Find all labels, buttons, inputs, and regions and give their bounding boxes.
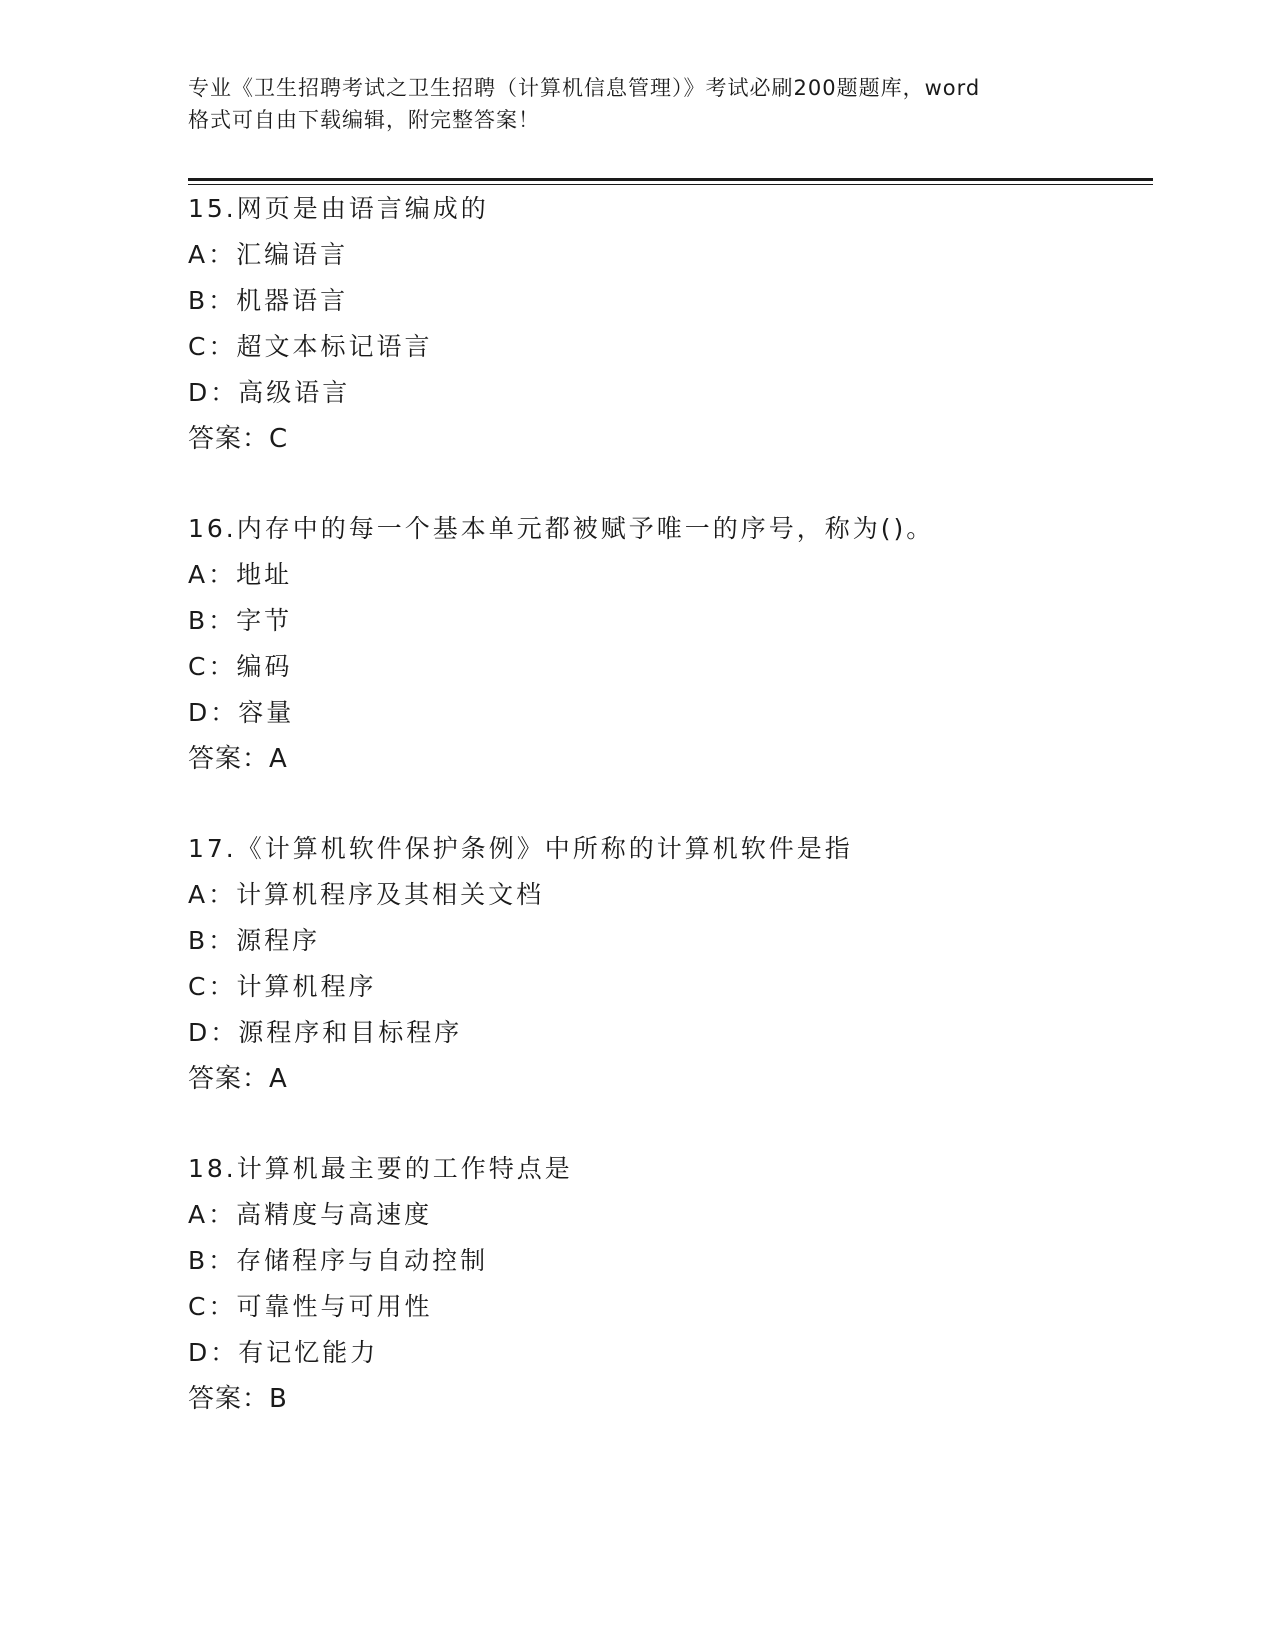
option-a: A：地址 [188, 560, 293, 589]
option-c: C：计算机程序 [188, 972, 377, 1001]
question-15 [188, 186, 1148, 462]
question-18 [188, 1146, 1148, 1422]
answer-line: 答案：A [188, 1064, 288, 1094]
option-c: C：超文本标记语言 [188, 332, 433, 361]
option-a: A：汇编语言 [188, 240, 349, 269]
option-a: A：高精度与高速度 [188, 1200, 433, 1229]
answer-line: 答案：A [188, 744, 288, 774]
option-d: D：高级语言 [188, 378, 351, 407]
question-17 [188, 826, 1148, 1102]
option-c: C：编码 [188, 652, 293, 681]
header-line-2: 格式可自由下载编辑，附完整答案！ [188, 108, 540, 132]
option-d: D：容量 [188, 698, 295, 727]
answer-line: 答案：B [188, 1384, 288, 1414]
option-a: A：计算机程序及其相关文档 [188, 880, 545, 909]
option-d: D：有记忆能力 [188, 1338, 379, 1367]
option-b: B：机器语言 [188, 286, 349, 315]
question-stem: 18.计算机最主要的工作特点是 [188, 1154, 573, 1183]
option-b: B：存储程序与自动控制 [188, 1246, 489, 1275]
answer-line: 答案：C [188, 424, 289, 454]
option-d: D：源程序和目标程序 [188, 1018, 463, 1047]
question-16 [188, 506, 1148, 782]
option-c: C：可靠性与可用性 [188, 1292, 433, 1321]
question-stem: 15.网页是由语言编成的 [188, 194, 489, 223]
option-b: B：字节 [188, 606, 293, 635]
option-b: B：源程序 [188, 926, 321, 955]
header-divider-thin [188, 184, 1153, 185]
question-stem: 17.《计算机软件保护条例》中所称的计算机软件是指 [188, 834, 853, 863]
header-divider-thick [188, 178, 1153, 181]
question-stem: 16.内存中的每一个基本单元都被赋予唯一的序号，称为()。 [188, 514, 935, 543]
header-line-1: 专业《卫生招聘考试之卫生招聘（计算机信息管理）》考试必刷200题题库，word [188, 76, 981, 100]
document-header [188, 72, 1088, 136]
